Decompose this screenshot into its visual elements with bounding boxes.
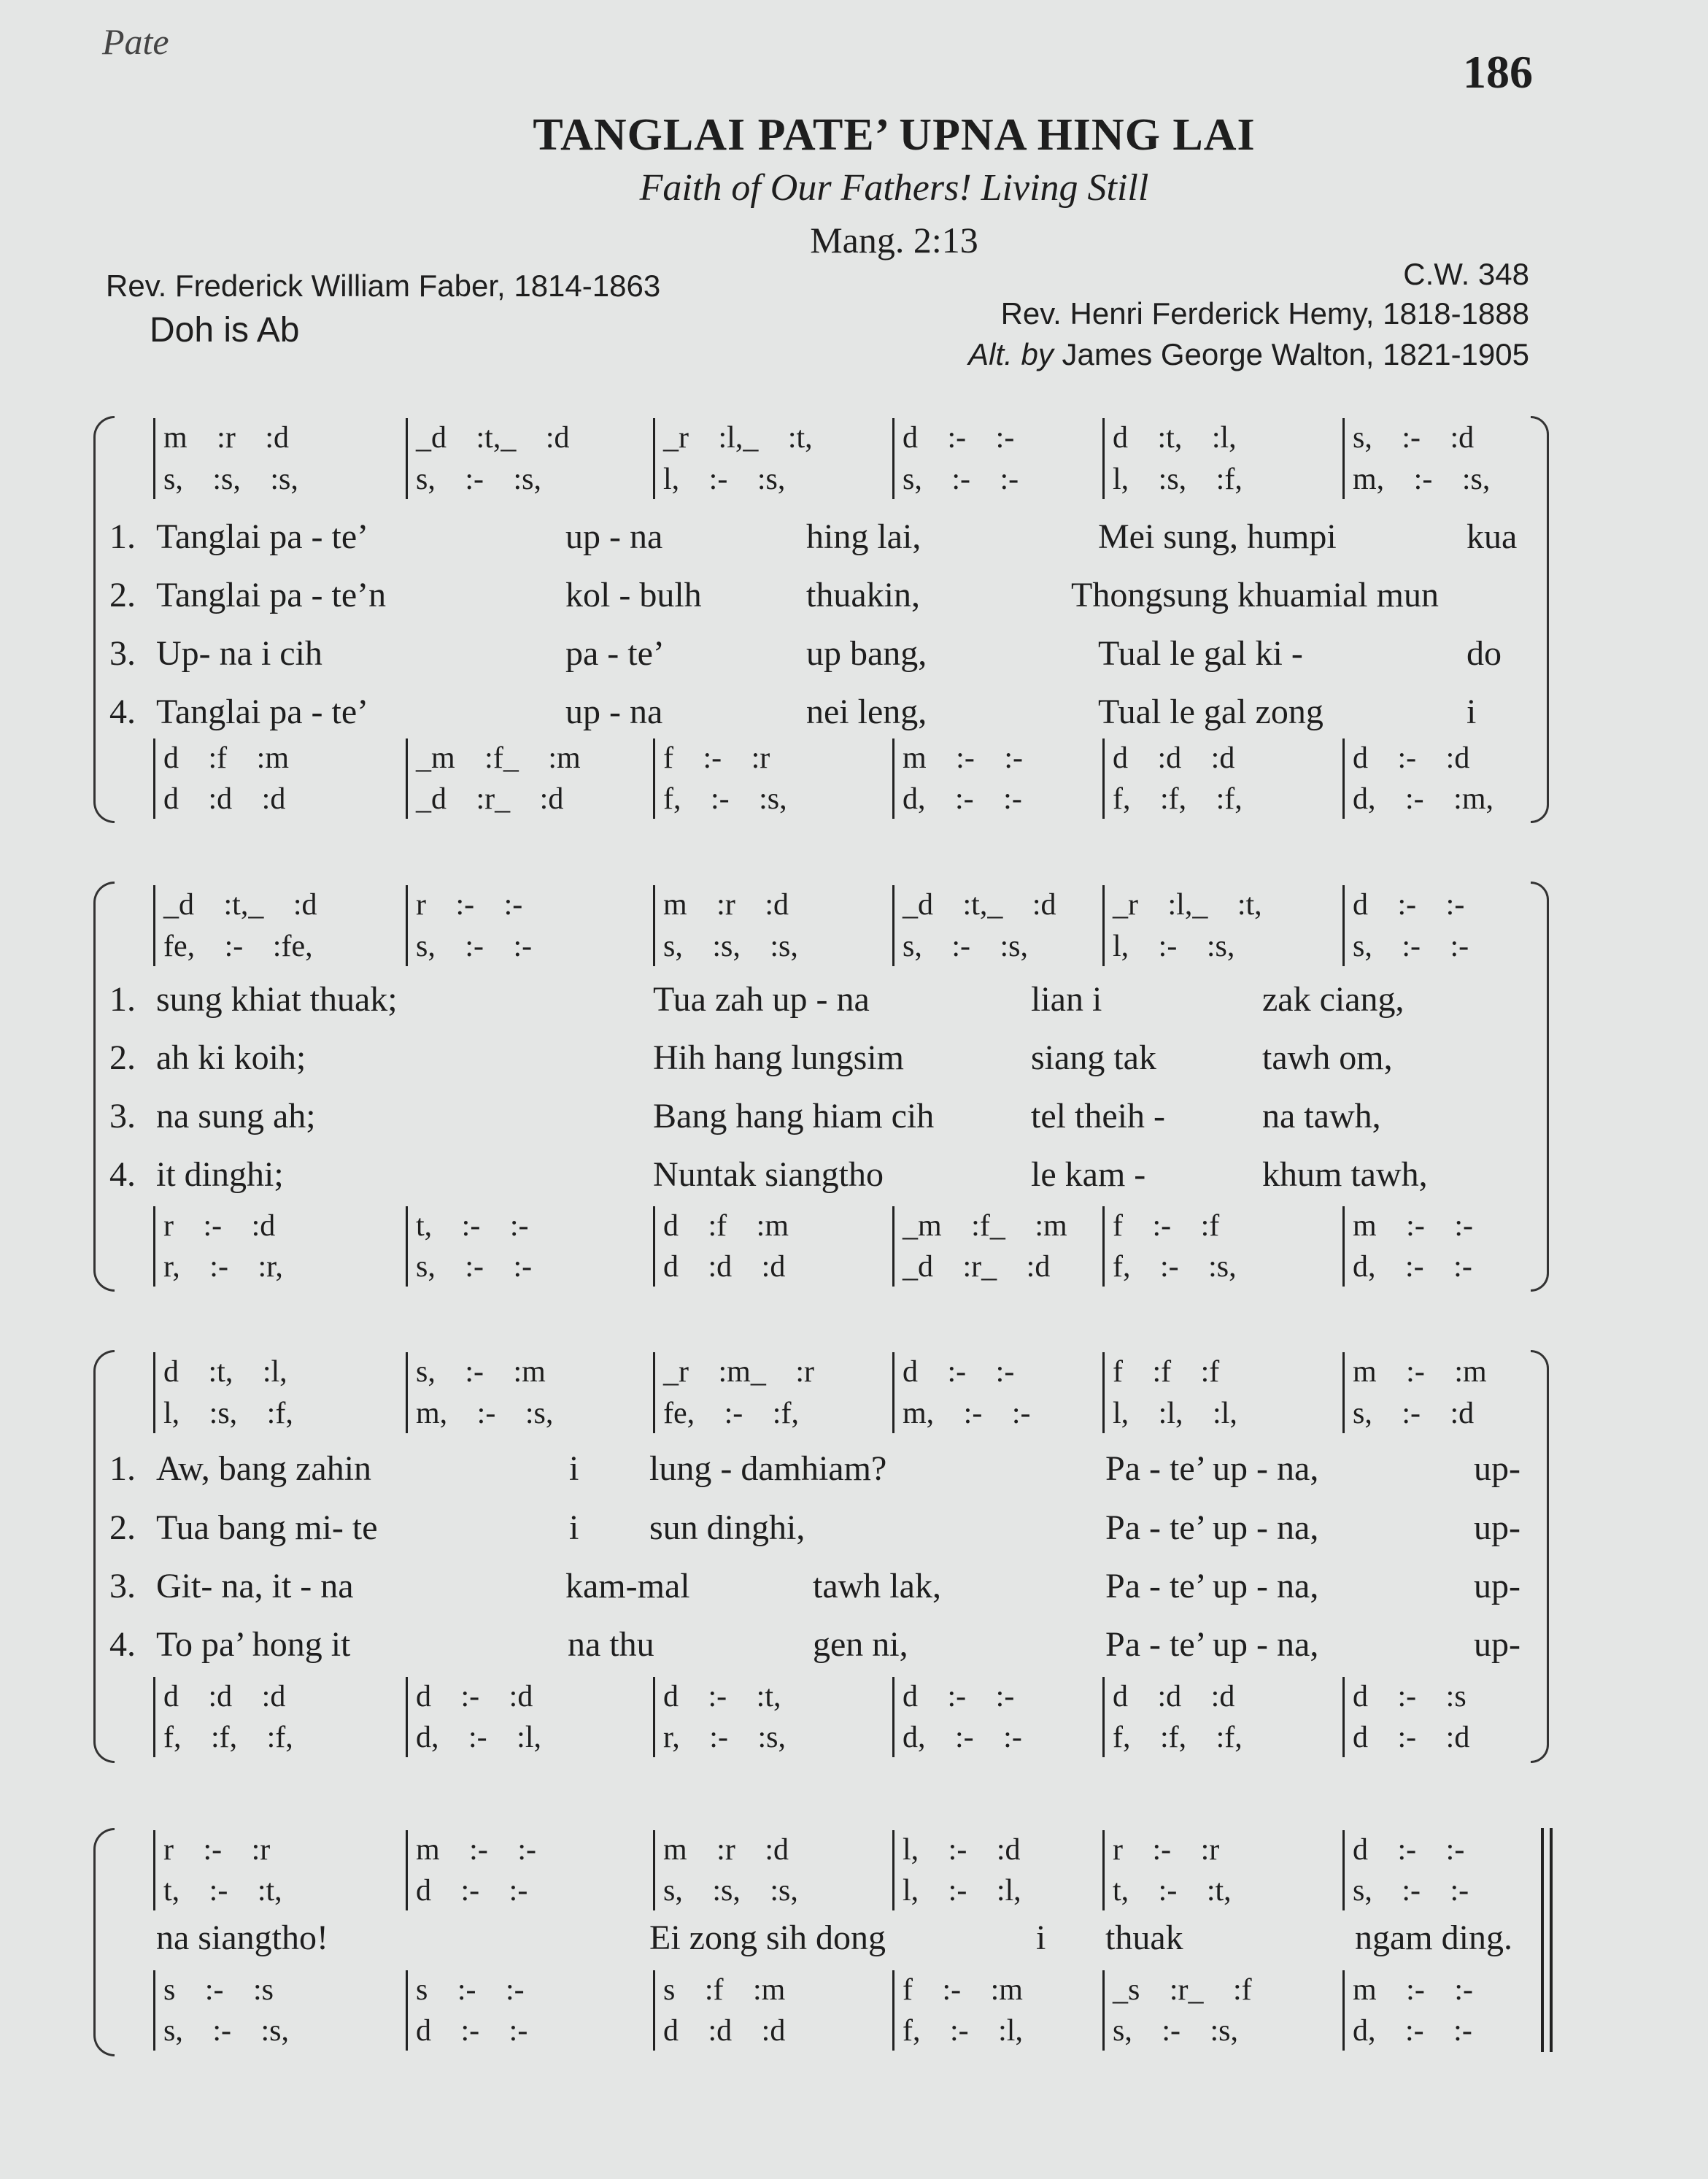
soprano-measure: s, :- :m bbox=[416, 1355, 546, 1389]
verse-number: 1. bbox=[109, 517, 136, 556]
lyric-text: kam-mal bbox=[565, 1567, 690, 1605]
bass-measure: r, :- :s, bbox=[663, 1721, 786, 1754]
bar-line bbox=[406, 1830, 408, 1910]
lyric-text: i bbox=[569, 1449, 579, 1488]
tenor-measure: f :- :f bbox=[1113, 1209, 1220, 1243]
lyric-text: kua bbox=[1467, 517, 1518, 556]
tenor-measure: s :- :s bbox=[163, 1973, 274, 2007]
bar-line bbox=[1342, 1970, 1345, 2051]
hymn-subtitle: Faith of Our Fathers! Living Still bbox=[639, 167, 1149, 209]
tenor-measure: s :- :- bbox=[416, 1973, 525, 2007]
alto-measure: l, :- :s, bbox=[1113, 930, 1235, 963]
bar-line bbox=[1102, 1970, 1105, 2051]
lyric-text: Up- na i cih bbox=[156, 634, 322, 673]
bar-line bbox=[892, 418, 894, 499]
bar-line bbox=[1102, 1352, 1105, 1433]
tenor-measure: d :- :d bbox=[1353, 741, 1470, 775]
tenor-measure: d :d :d bbox=[1113, 741, 1235, 775]
bar-line bbox=[892, 1352, 894, 1433]
lyric-text: it dinghi; bbox=[156, 1155, 284, 1194]
lyric-text: up- bbox=[1474, 1567, 1520, 1605]
lyric-text: Pa - te’ up - na, bbox=[1105, 1567, 1319, 1605]
bass-measure: d :d :d bbox=[663, 1250, 786, 1284]
cw-reference: C.W. 348 bbox=[1403, 257, 1529, 291]
alto-measure: s, :- :s, bbox=[416, 463, 542, 496]
lyric-text: up - na bbox=[565, 517, 663, 556]
bar-line bbox=[1102, 1677, 1105, 1757]
soprano-measure: r :- :- bbox=[416, 888, 523, 922]
alto-measure: m, :- :- bbox=[903, 1397, 1031, 1430]
lyric-text: le kam - bbox=[1031, 1155, 1146, 1194]
bar-line bbox=[153, 1830, 155, 1910]
bass-measure: _d :r_ :d bbox=[903, 1250, 1051, 1284]
verse-number: 2. bbox=[109, 1038, 136, 1077]
bass-measure: d :d :d bbox=[163, 782, 286, 816]
soprano-measure: _r :m_ :r bbox=[663, 1355, 814, 1389]
bar-line bbox=[153, 1970, 155, 2051]
bar-line bbox=[153, 738, 155, 819]
bass-measure: s, :- :s, bbox=[163, 2014, 290, 2048]
soprano-measure: _d :t,_ :d bbox=[163, 888, 317, 922]
verse-number: 2. bbox=[109, 576, 136, 614]
soprano-measure: m :- :- bbox=[416, 1833, 536, 1867]
bar-line bbox=[406, 1352, 408, 1433]
lyric-text: na thu bbox=[568, 1625, 654, 1664]
bar-line bbox=[1342, 1352, 1345, 1433]
lyric-text: khum tawh, bbox=[1262, 1155, 1428, 1194]
lyric-text: Tanglai pa - te’n bbox=[156, 576, 387, 614]
bar-line bbox=[653, 885, 655, 966]
lyric-text: lian i bbox=[1031, 980, 1102, 1019]
bass-measure: f, :- :s, bbox=[663, 782, 787, 816]
bar-line bbox=[892, 1677, 894, 1757]
verse-number: 4. bbox=[109, 1155, 136, 1194]
verse-number: 2. bbox=[109, 1508, 136, 1547]
system-brace-right bbox=[1531, 416, 1549, 823]
lyric-text: Pa - te’ up - na, bbox=[1105, 1625, 1319, 1664]
lyric-text: Aw, bang zahin bbox=[156, 1449, 372, 1488]
bar-line bbox=[653, 738, 655, 819]
system-brace bbox=[93, 1350, 115, 1763]
soprano-measure: _r :l,_ :t, bbox=[1113, 888, 1262, 922]
tenor-measure: m :- :- bbox=[1353, 1209, 1473, 1243]
lyric-text: nei leng, bbox=[806, 693, 927, 731]
hymn-title: TANGLAI PATE’ UPNA HING LAI bbox=[533, 110, 1256, 160]
lyric-text: up- bbox=[1474, 1508, 1520, 1547]
tenor-measure: s :f :m bbox=[663, 1973, 786, 2007]
alto-measure: m, :- :s, bbox=[416, 1397, 554, 1430]
lyric-text: Tua bang mi- te bbox=[156, 1508, 378, 1547]
lyric-text: ah ki koih; bbox=[156, 1038, 306, 1077]
bar-line bbox=[653, 418, 655, 499]
lyric-text: tawh lak, bbox=[813, 1567, 941, 1605]
soprano-measure: d :t, :l, bbox=[163, 1355, 287, 1389]
lyric-text: Tanglai pa - te’ bbox=[156, 693, 369, 731]
bass-measure: d :d :d bbox=[663, 2014, 786, 2048]
tenor-measure: f :- :m bbox=[903, 1973, 1023, 2007]
soprano-measure: _d :t,_ :d bbox=[903, 888, 1056, 922]
system-brace-right bbox=[1531, 882, 1549, 1292]
bar-line bbox=[153, 1677, 155, 1757]
alto-measure: s, :- :d bbox=[1353, 1397, 1475, 1430]
lyric-text: Bang hang hiam cih bbox=[653, 1097, 935, 1135]
bar-line bbox=[1342, 418, 1345, 499]
soprano-measure: r :- :r bbox=[163, 1833, 271, 1867]
lyric-text: do bbox=[1467, 634, 1502, 673]
bar-line bbox=[653, 1206, 655, 1287]
bar-line bbox=[653, 1352, 655, 1433]
verse-number: 3. bbox=[109, 634, 136, 673]
verse-number: 4. bbox=[109, 693, 136, 731]
bar-line bbox=[153, 885, 155, 966]
bar-line bbox=[406, 738, 408, 819]
soprano-measure: m :r :d bbox=[663, 1833, 789, 1867]
bar-line bbox=[1102, 1206, 1105, 1287]
bass-measure: d, :- :- bbox=[1353, 1250, 1472, 1284]
tenor-measure: t, :- :- bbox=[416, 1209, 529, 1243]
soprano-measure: d :t, :l, bbox=[1113, 421, 1237, 455]
soprano-measure: r :- :r bbox=[1113, 1833, 1220, 1867]
alto-measure: t, :- :t, bbox=[1113, 1874, 1232, 1908]
bar-line bbox=[892, 738, 894, 819]
alto-measure: t, :- :t, bbox=[163, 1874, 282, 1908]
alto-measure: l, :s, :f, bbox=[163, 1397, 293, 1430]
lyric-text: Hih hang lungsim bbox=[653, 1038, 904, 1077]
bar-line bbox=[1102, 1830, 1105, 1910]
alt-name: James George Walton, 1821-1905 bbox=[1053, 337, 1529, 371]
lyric-text: pa - te’ bbox=[565, 634, 665, 673]
tenor-measure: _s :r_ :f bbox=[1113, 1973, 1252, 2007]
alto-measure: s, :- :- bbox=[1353, 1874, 1469, 1908]
lyric-text: Pa - te’ up - na, bbox=[1105, 1449, 1319, 1488]
bass-measure: d, :- :l, bbox=[416, 1721, 541, 1754]
lyric-text: na sung ah; bbox=[156, 1097, 316, 1135]
final-double-bar bbox=[1550, 1828, 1553, 2052]
verse-number: 4. bbox=[109, 1625, 136, 1664]
lyric-text: ngam ding. bbox=[1355, 1918, 1512, 1957]
lyric-text: gen ni, bbox=[813, 1625, 908, 1664]
bar-line bbox=[153, 1352, 155, 1433]
alto-measure: s, :- :- bbox=[903, 463, 1019, 496]
hymn-number: 186 bbox=[1463, 46, 1533, 98]
soprano-measure: s, :- :d bbox=[1353, 421, 1475, 455]
lyric-text: To pa’ hong it bbox=[156, 1625, 351, 1664]
bar-line bbox=[153, 418, 155, 499]
lyric-text: i bbox=[1467, 693, 1477, 731]
lyric-text: Mei sung, humpi bbox=[1098, 517, 1337, 556]
tenor-measure: d :f :m bbox=[663, 1209, 789, 1243]
tenor-measure: m :- :- bbox=[903, 741, 1023, 775]
lyric-text: up bang, bbox=[806, 634, 927, 673]
tenor-measure: d :- :d bbox=[416, 1680, 533, 1713]
verse-number: 3. bbox=[109, 1567, 136, 1605]
alto-measure: s, :s, :s, bbox=[663, 1874, 798, 1908]
author-credit: Rev. Frederick William Faber, 1814-1863 bbox=[106, 269, 661, 303]
bar-line bbox=[892, 1206, 894, 1287]
bar-line bbox=[653, 1830, 655, 1910]
bass-measure: f, :- :l, bbox=[903, 2014, 1023, 2048]
lyric-text: na tawh, bbox=[1262, 1097, 1381, 1135]
tenor-measure: d :- :t, bbox=[663, 1680, 781, 1713]
system-brace bbox=[93, 882, 115, 1292]
system-brace-right bbox=[1531, 1350, 1549, 1763]
soprano-measure: d :- :- bbox=[1353, 1833, 1465, 1867]
composer-credit: Rev. Henri Ferderick Hemy, 1818-1888 bbox=[1000, 296, 1529, 331]
soprano-measure: d :- :- bbox=[1353, 888, 1465, 922]
bass-measure: f, :- :s, bbox=[1113, 1250, 1237, 1284]
bass-measure: d, :- :m, bbox=[1353, 782, 1493, 816]
lyric-text: thuakin, bbox=[806, 576, 920, 614]
soprano-measure: m :- :m bbox=[1353, 1355, 1487, 1389]
bar-line bbox=[1342, 1677, 1345, 1757]
bass-measure: s, :- :s, bbox=[1113, 2014, 1239, 2048]
tenor-measure: d :d :d bbox=[1113, 1680, 1235, 1713]
bass-measure: _d :r_ :d bbox=[416, 782, 564, 816]
soprano-measure: d :- :- bbox=[903, 421, 1015, 455]
bar-line bbox=[406, 418, 408, 499]
bass-measure: s, :- :- bbox=[416, 1250, 533, 1284]
tenor-measure: d :- :- bbox=[903, 1680, 1015, 1713]
tenor-measure: _m :f_ :m bbox=[416, 741, 581, 775]
bar-line bbox=[892, 1970, 894, 2051]
final-double-bar bbox=[1541, 1828, 1544, 2052]
lyric-text: tawh om, bbox=[1262, 1038, 1393, 1077]
alto-measure: l, :- :l, bbox=[903, 1874, 1021, 1908]
lyric-text: na siangtho! bbox=[156, 1918, 328, 1957]
lyric-text: siang tak bbox=[1031, 1038, 1156, 1077]
bar-line bbox=[1342, 738, 1345, 819]
lyric-text: sung khiat thuak; bbox=[156, 980, 398, 1019]
soprano-measure: f :f :f bbox=[1113, 1355, 1220, 1389]
soprano-measure: l, :- :d bbox=[903, 1833, 1021, 1867]
lyric-text: Git- na, it - na bbox=[156, 1567, 354, 1605]
bar-line bbox=[406, 885, 408, 966]
bass-measure: d :- :d bbox=[1353, 1721, 1470, 1754]
soprano-measure: _r :l,_ :t, bbox=[663, 421, 813, 455]
bar-line bbox=[892, 1830, 894, 1910]
tenor-measure: d :d :d bbox=[163, 1680, 286, 1713]
bar-line bbox=[1342, 885, 1345, 966]
system-brace bbox=[93, 416, 115, 823]
soprano-measure: _d :t,_ :d bbox=[416, 421, 570, 455]
lyric-text: zak ciang, bbox=[1262, 980, 1404, 1019]
bass-measure: d :- :- bbox=[416, 2014, 528, 2048]
bass-measure: f, :f, :f, bbox=[1113, 1721, 1243, 1754]
soprano-measure: m :r :d bbox=[663, 888, 789, 922]
bass-measure: f, :f, :f, bbox=[163, 1721, 293, 1754]
system-brace bbox=[93, 1828, 115, 2056]
lyric-text: sun dinghi, bbox=[649, 1508, 805, 1547]
lyric-text: lung - damhiam? bbox=[649, 1449, 887, 1488]
lyric-text: i bbox=[569, 1508, 579, 1547]
soprano-measure: m :r :d bbox=[163, 421, 289, 455]
bar-line bbox=[1102, 885, 1105, 966]
lyric-text: thuak bbox=[1105, 1918, 1183, 1957]
tenor-measure: d :- :s bbox=[1353, 1680, 1467, 1713]
lyric-text: up- bbox=[1474, 1449, 1520, 1488]
lyric-text: Tual le gal ki - bbox=[1098, 634, 1303, 673]
lyric-text: Thongsung khuamial mun bbox=[1071, 576, 1439, 614]
lyric-text: tel theih - bbox=[1031, 1097, 1165, 1135]
verse-number: 1. bbox=[109, 1449, 136, 1488]
tenor-measure: r :- :d bbox=[163, 1209, 276, 1243]
lyric-text: Ei zong sih dong bbox=[649, 1918, 886, 1957]
bar-line bbox=[406, 1677, 408, 1757]
tenor-measure: d :f :m bbox=[163, 741, 289, 775]
lyric-text: Tanglai pa - te’ bbox=[156, 517, 369, 556]
alto-measure: fe, :- :fe, bbox=[163, 930, 313, 963]
lyric-text: Nuntak siangtho bbox=[653, 1155, 884, 1194]
bar-line bbox=[406, 1206, 408, 1287]
bass-measure: r, :- :r, bbox=[163, 1250, 283, 1284]
alto-measure: s, :s, :s, bbox=[663, 930, 798, 963]
bar-line bbox=[653, 1970, 655, 2051]
alto-measure: s, :- :s, bbox=[903, 930, 1029, 963]
alto-measure: l, :l, :l, bbox=[1113, 1397, 1237, 1430]
scripture-reference: Mang. 2:13 bbox=[810, 220, 978, 261]
bar-line bbox=[1342, 1206, 1345, 1287]
alto-measure: s, :- :- bbox=[416, 930, 533, 963]
alto-measure: d :- :- bbox=[416, 1874, 528, 1908]
soprano-measure: d :- :- bbox=[903, 1355, 1015, 1389]
alto-measure: l, :- :s, bbox=[663, 463, 786, 496]
alteration-credit bbox=[968, 337, 1529, 372]
bar-line bbox=[653, 1677, 655, 1757]
bar-line bbox=[892, 885, 894, 966]
alto-measure: m, :- :s, bbox=[1353, 463, 1491, 496]
bar-line bbox=[1102, 738, 1105, 819]
lyric-text: up- bbox=[1474, 1625, 1520, 1664]
lyric-text: i bbox=[1036, 1918, 1046, 1957]
bass-measure: f, :f, :f, bbox=[1113, 782, 1243, 816]
bar-line bbox=[153, 1206, 155, 1287]
bass-measure: d, :- :- bbox=[903, 1721, 1022, 1754]
alt-prefix: Alt. by bbox=[968, 337, 1054, 371]
tenor-measure: _m :f_ :m bbox=[903, 1209, 1067, 1243]
lyric-text: up - na bbox=[565, 693, 663, 731]
corner-label: Pate bbox=[102, 21, 169, 62]
bar-line bbox=[406, 1970, 408, 2051]
alto-measure: s, :s, :s, bbox=[163, 463, 298, 496]
lyric-text: Tua zah up - na bbox=[653, 980, 870, 1019]
bar-line bbox=[1342, 1830, 1345, 1910]
alto-measure: s, :- :- bbox=[1353, 930, 1469, 963]
tenor-measure: f :- :r bbox=[663, 741, 770, 775]
lyric-text: hing lai, bbox=[806, 517, 921, 556]
verse-number: 1. bbox=[109, 980, 136, 1019]
bass-measure: d, :- :- bbox=[1353, 2014, 1472, 2048]
verse-number: 3. bbox=[109, 1097, 136, 1135]
bass-measure: d, :- :- bbox=[903, 782, 1022, 816]
bar-line bbox=[1102, 418, 1105, 499]
alto-measure: fe, :- :f, bbox=[663, 1397, 799, 1430]
key-signature: Doh is Ab bbox=[150, 311, 300, 350]
tenor-measure: m :- :- bbox=[1353, 1973, 1473, 2007]
lyric-text: kol - bulh bbox=[565, 576, 702, 614]
alto-measure: l, :s, :f, bbox=[1113, 463, 1243, 496]
lyric-text: Tual le gal zong bbox=[1098, 693, 1323, 731]
lyric-text: Pa - te’ up - na, bbox=[1105, 1508, 1319, 1547]
